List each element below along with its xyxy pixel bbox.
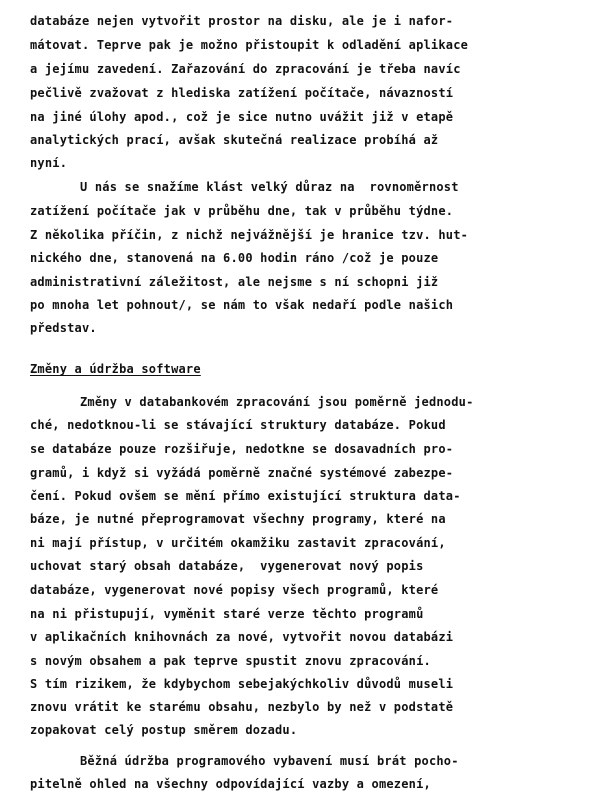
- text-line: s novým obsahem a pak teprve spustit znovu zpracování.: [30, 654, 431, 668]
- text-line: mátovat. Teprve pak je možno přistoupit k odladění aplikace: [30, 38, 469, 52]
- text-line: administrativní záležitost, ale nejsme s ní schopni již: [30, 275, 439, 289]
- text-line: pečlivě zvažovat z hlediska zatížení počítače, návazností: [30, 86, 454, 100]
- text-line: báze, je nutné přeprogramovat všechny programy, které na: [30, 512, 446, 526]
- text-line: nického dne, stanovená na 6.00 hodin ráno /což je pouze: [30, 251, 439, 265]
- text-line: po mnoha let pohnout/, se nám to však nedaří podle našich: [30, 298, 454, 312]
- text-line: Běžná údržba programového vybavení musí brát pocho-: [80, 754, 459, 768]
- text-line: a jejímu zavedení. Zařazování do zpracování je třeba navíc: [30, 62, 461, 76]
- text-line: znovu vrátit ke starému obsahu, nezbylo by než v podstatě: [30, 700, 454, 714]
- text-line: databáze, vygenerovat nové popisy všech programů, které: [30, 583, 439, 597]
- section-heading: Změny a údržba software: [30, 362, 201, 376]
- text-line: představ.: [30, 321, 97, 335]
- text-line: pitelně ohled na všechny odpovídající vazby a omezení,: [30, 777, 431, 791]
- text-line: nyní.: [30, 156, 68, 170]
- text-line: zopakovat celý postup směrem dozadu.: [30, 723, 298, 737]
- text-line: S tím rizikem, že kdybychom sebejakýchkoliv důvodů museli: [30, 677, 454, 691]
- text-line: uchovat starý obsah databáze, vygenerovat nový popis: [30, 559, 424, 573]
- text-line: čení. Pokud ovšem se mění přímo existující struktura data-: [30, 489, 461, 503]
- text-line: gramů, i když si vyžádá poměrně značné systémové zabezpe-: [30, 466, 454, 480]
- text-line: databáze nejen vytvořit prostor na disku, ale je i nafor-: [30, 14, 454, 28]
- text-line: se databáze pouze rozšiřuje, nedotkne se dosavadních pro-: [30, 442, 454, 456]
- text-line: ni mají přístup, v určitém okamžiku zastavit zpracování,: [30, 536, 446, 550]
- text-line: Z několika příčin, z nichž nejvážnější je hranice tzv. hut-: [30, 228, 469, 242]
- text-line: zatížení počítače jak v průběhu dne, tak v průběhu týdne.: [30, 204, 454, 218]
- text-line: na ni přistupují, vyměnit staré verze těchto programů: [30, 607, 424, 621]
- text-line: ché, nedotknou-li se stávající struktury databáze. Pokud: [30, 418, 446, 432]
- text-line: analytických prací, avšak skutečná realizace probíhá až: [30, 133, 439, 147]
- text-line: U nás se snažíme klást velký důraz na rovnoměrnost: [80, 180, 459, 194]
- text-line: v aplikačních knihovnách za nové, vytvořit novou databázi: [30, 630, 454, 644]
- text-line: na jiné úlohy apod., což je sice nutno uvážit již v etapě: [30, 110, 454, 124]
- text-line: Změny v databankovém zpracování jsou poměrně jednodu-: [80, 395, 474, 409]
